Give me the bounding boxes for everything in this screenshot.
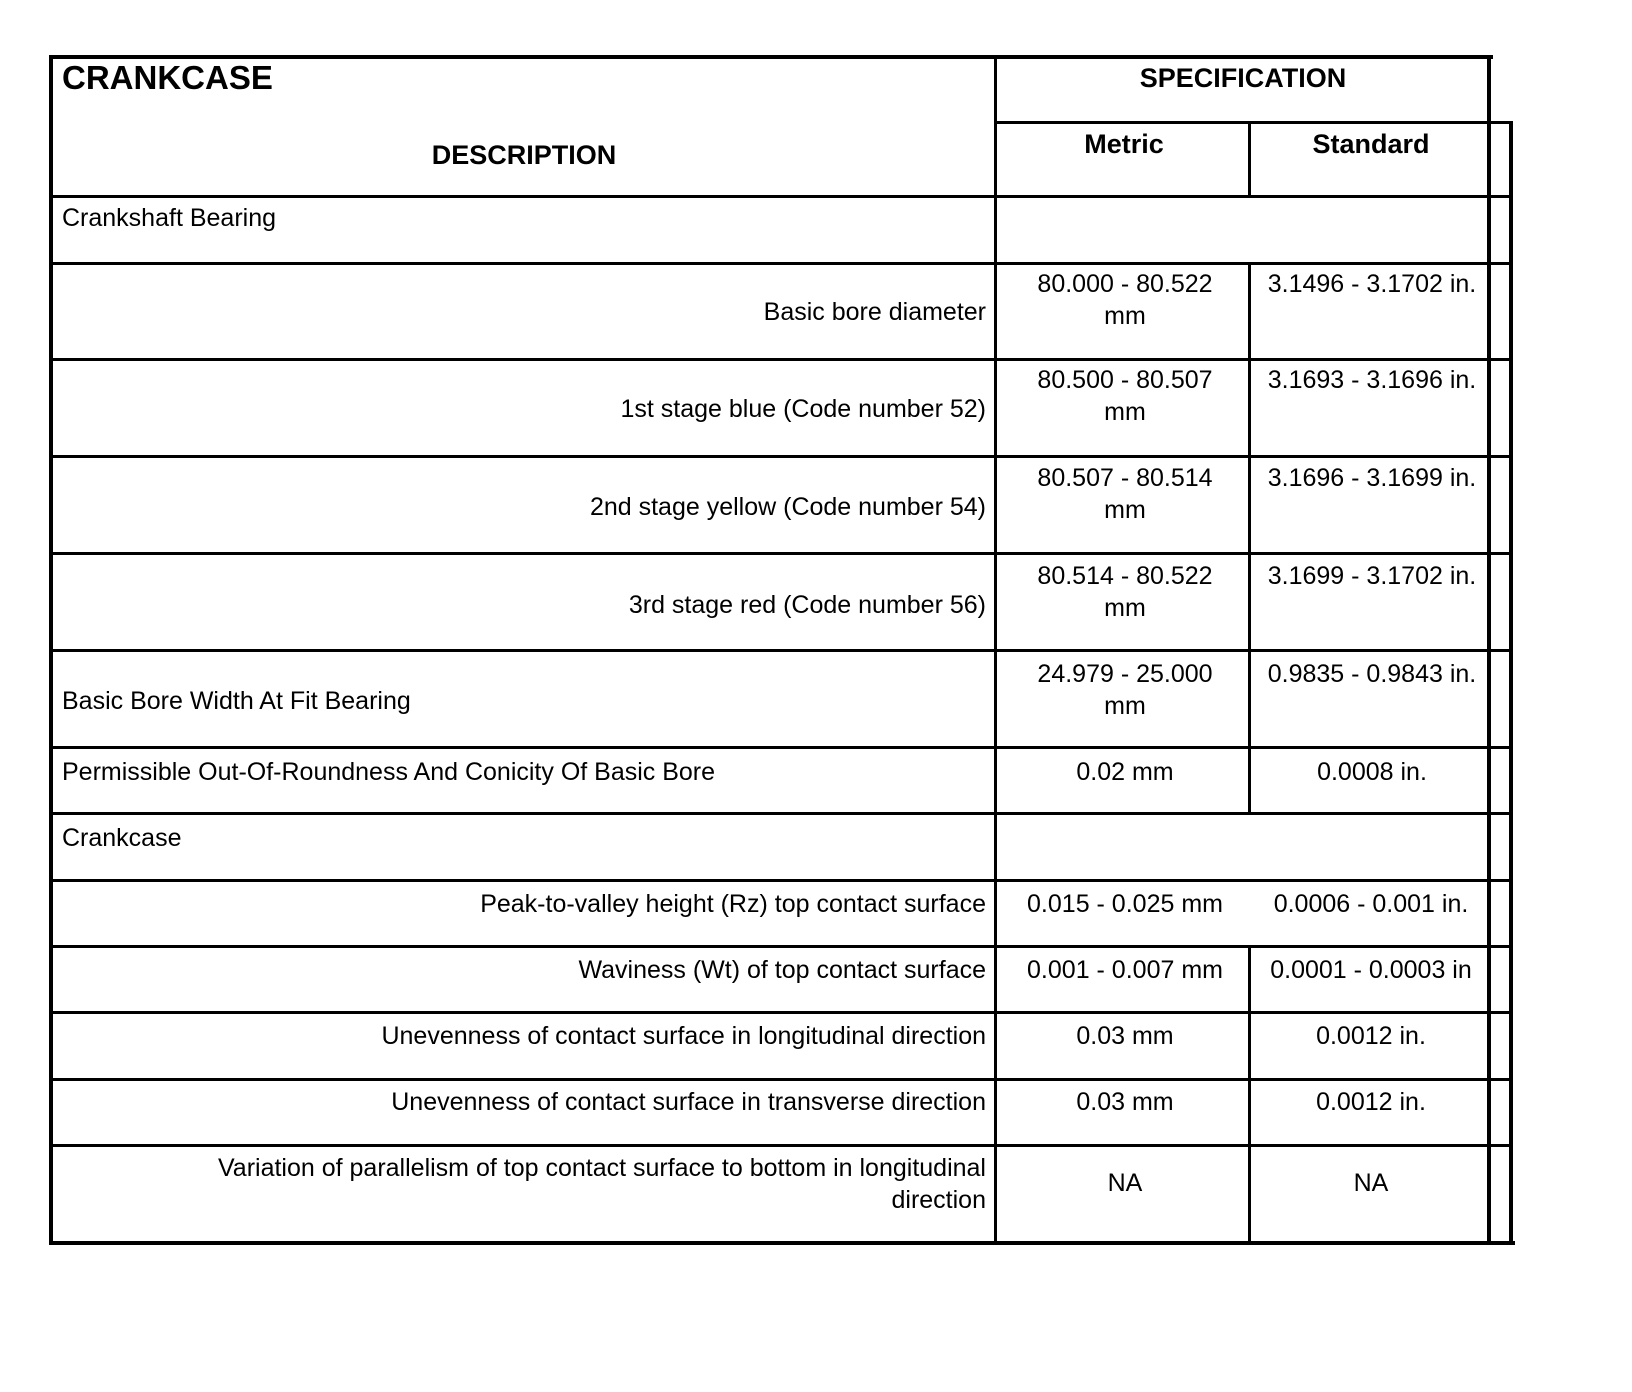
border-right-outer	[1509, 121, 1513, 1245]
row-metric-value: 0.015 - 0.025 mm	[1027, 890, 1223, 918]
section-title-crankcase: Crankcase	[62, 824, 182, 852]
specification-header: SPECIFICATION	[1139, 63, 1347, 93]
row-metric-value: 80.507 - 80.514 mm	[1037, 464, 1213, 524]
rule-row	[49, 262, 1512, 265]
rule-row	[49, 552, 1512, 555]
row-description: Variation of parallelism of top contact surface to bottom in longitudinal direction	[217, 1154, 986, 1214]
rule-row	[49, 1078, 1512, 1081]
row-description: Basic bore diameter	[763, 298, 986, 326]
row-metric-value: NA	[1107, 1169, 1143, 1197]
border-left	[49, 55, 53, 1245]
row-standard-value: 0.0008 in.	[1317, 758, 1427, 786]
section-title-crankshaft-bearing: Crankshaft Bearing	[62, 204, 277, 232]
rule-standard-right	[1487, 55, 1491, 1245]
row-description: Unevenness of contact surface in longitudinal direction	[381, 1022, 986, 1050]
rule-metric-right-upper	[1248, 262, 1251, 815]
rule-metric-right-header	[1248, 121, 1251, 198]
rule-row	[49, 879, 1512, 882]
row-metric-value: 80.514 - 80.522 mm	[1037, 562, 1213, 622]
rule-row	[49, 812, 1512, 815]
row-metric-value: 0.03 mm	[1076, 1088, 1174, 1116]
row-description: Unevenness of contact surface in transverse direction	[391, 1088, 986, 1116]
row-standard-value: NA	[1353, 1169, 1389, 1197]
row-standard-value: 0.0012 in.	[1316, 1022, 1426, 1050]
row-description: Waviness (Wt) of top contact surface	[578, 956, 986, 984]
row-standard-value: 3.1496 - 3.1702 in.	[1267, 270, 1477, 298]
row-description: 1st stage blue (Code number 52)	[620, 395, 986, 423]
description-header: DESCRIPTION	[431, 140, 617, 170]
table-title: CRANKCASE	[62, 59, 273, 96]
rule-metric-right-lower	[1248, 945, 1251, 1245]
rule-row	[49, 1011, 1512, 1014]
row-standard-value: 0.0001 - 0.0003 in	[1270, 956, 1472, 984]
rule-row	[49, 746, 1512, 749]
rule-row	[49, 945, 1512, 948]
rule-header-bottom	[49, 195, 1512, 198]
row-standard-value: 3.1696 - 3.1699 in.	[1267, 464, 1477, 492]
row-standard-value: 0.9835 - 0.9843 in.	[1267, 660, 1477, 688]
row-description: Permissible Out-Of-Roundness And Conicity Of Basic Bore	[62, 758, 716, 786]
row-metric-value: 0.001 - 0.007 mm	[1027, 956, 1223, 984]
row-metric-value: 80.500 - 80.507 mm	[1037, 366, 1213, 426]
rule-specification-under	[996, 121, 1512, 124]
border-top	[49, 55, 1493, 59]
standard-header: Standard	[1312, 129, 1430, 159]
row-description: Peak-to-valley height (Rz) top contact surface	[480, 890, 986, 918]
row-standard-value: 3.1699 - 3.1702 in.	[1267, 562, 1477, 590]
row-metric-value: 0.02 mm	[1076, 758, 1174, 786]
row-standard-value: 0.0012 in.	[1316, 1088, 1426, 1116]
rule-description-right	[994, 55, 997, 1245]
specification-table	[52, 58, 1586, 1298]
row-description: Basic Bore Width At Fit Bearing	[62, 687, 411, 715]
rule-row	[49, 358, 1512, 361]
row-metric-value: 24.979 - 25.000 mm	[1037, 660, 1213, 720]
metric-header: Metric	[1084, 129, 1164, 159]
row-standard-value: 3.1693 - 3.1696 in.	[1267, 366, 1477, 394]
rule-row	[49, 649, 1512, 652]
border-bottom	[49, 1241, 1515, 1245]
row-metric-value: 80.000 - 80.522 mm	[1037, 270, 1213, 330]
row-description: 3rd stage red (Code number 56)	[628, 591, 986, 619]
row-standard-value: 0.0006 - 0.001 in.	[1273, 890, 1469, 918]
row-metric-value: 0.03 mm	[1076, 1022, 1174, 1050]
rule-row	[49, 455, 1512, 458]
rule-row	[49, 1144, 1512, 1147]
row-description: 2nd stage yellow (Code number 54)	[589, 493, 986, 521]
